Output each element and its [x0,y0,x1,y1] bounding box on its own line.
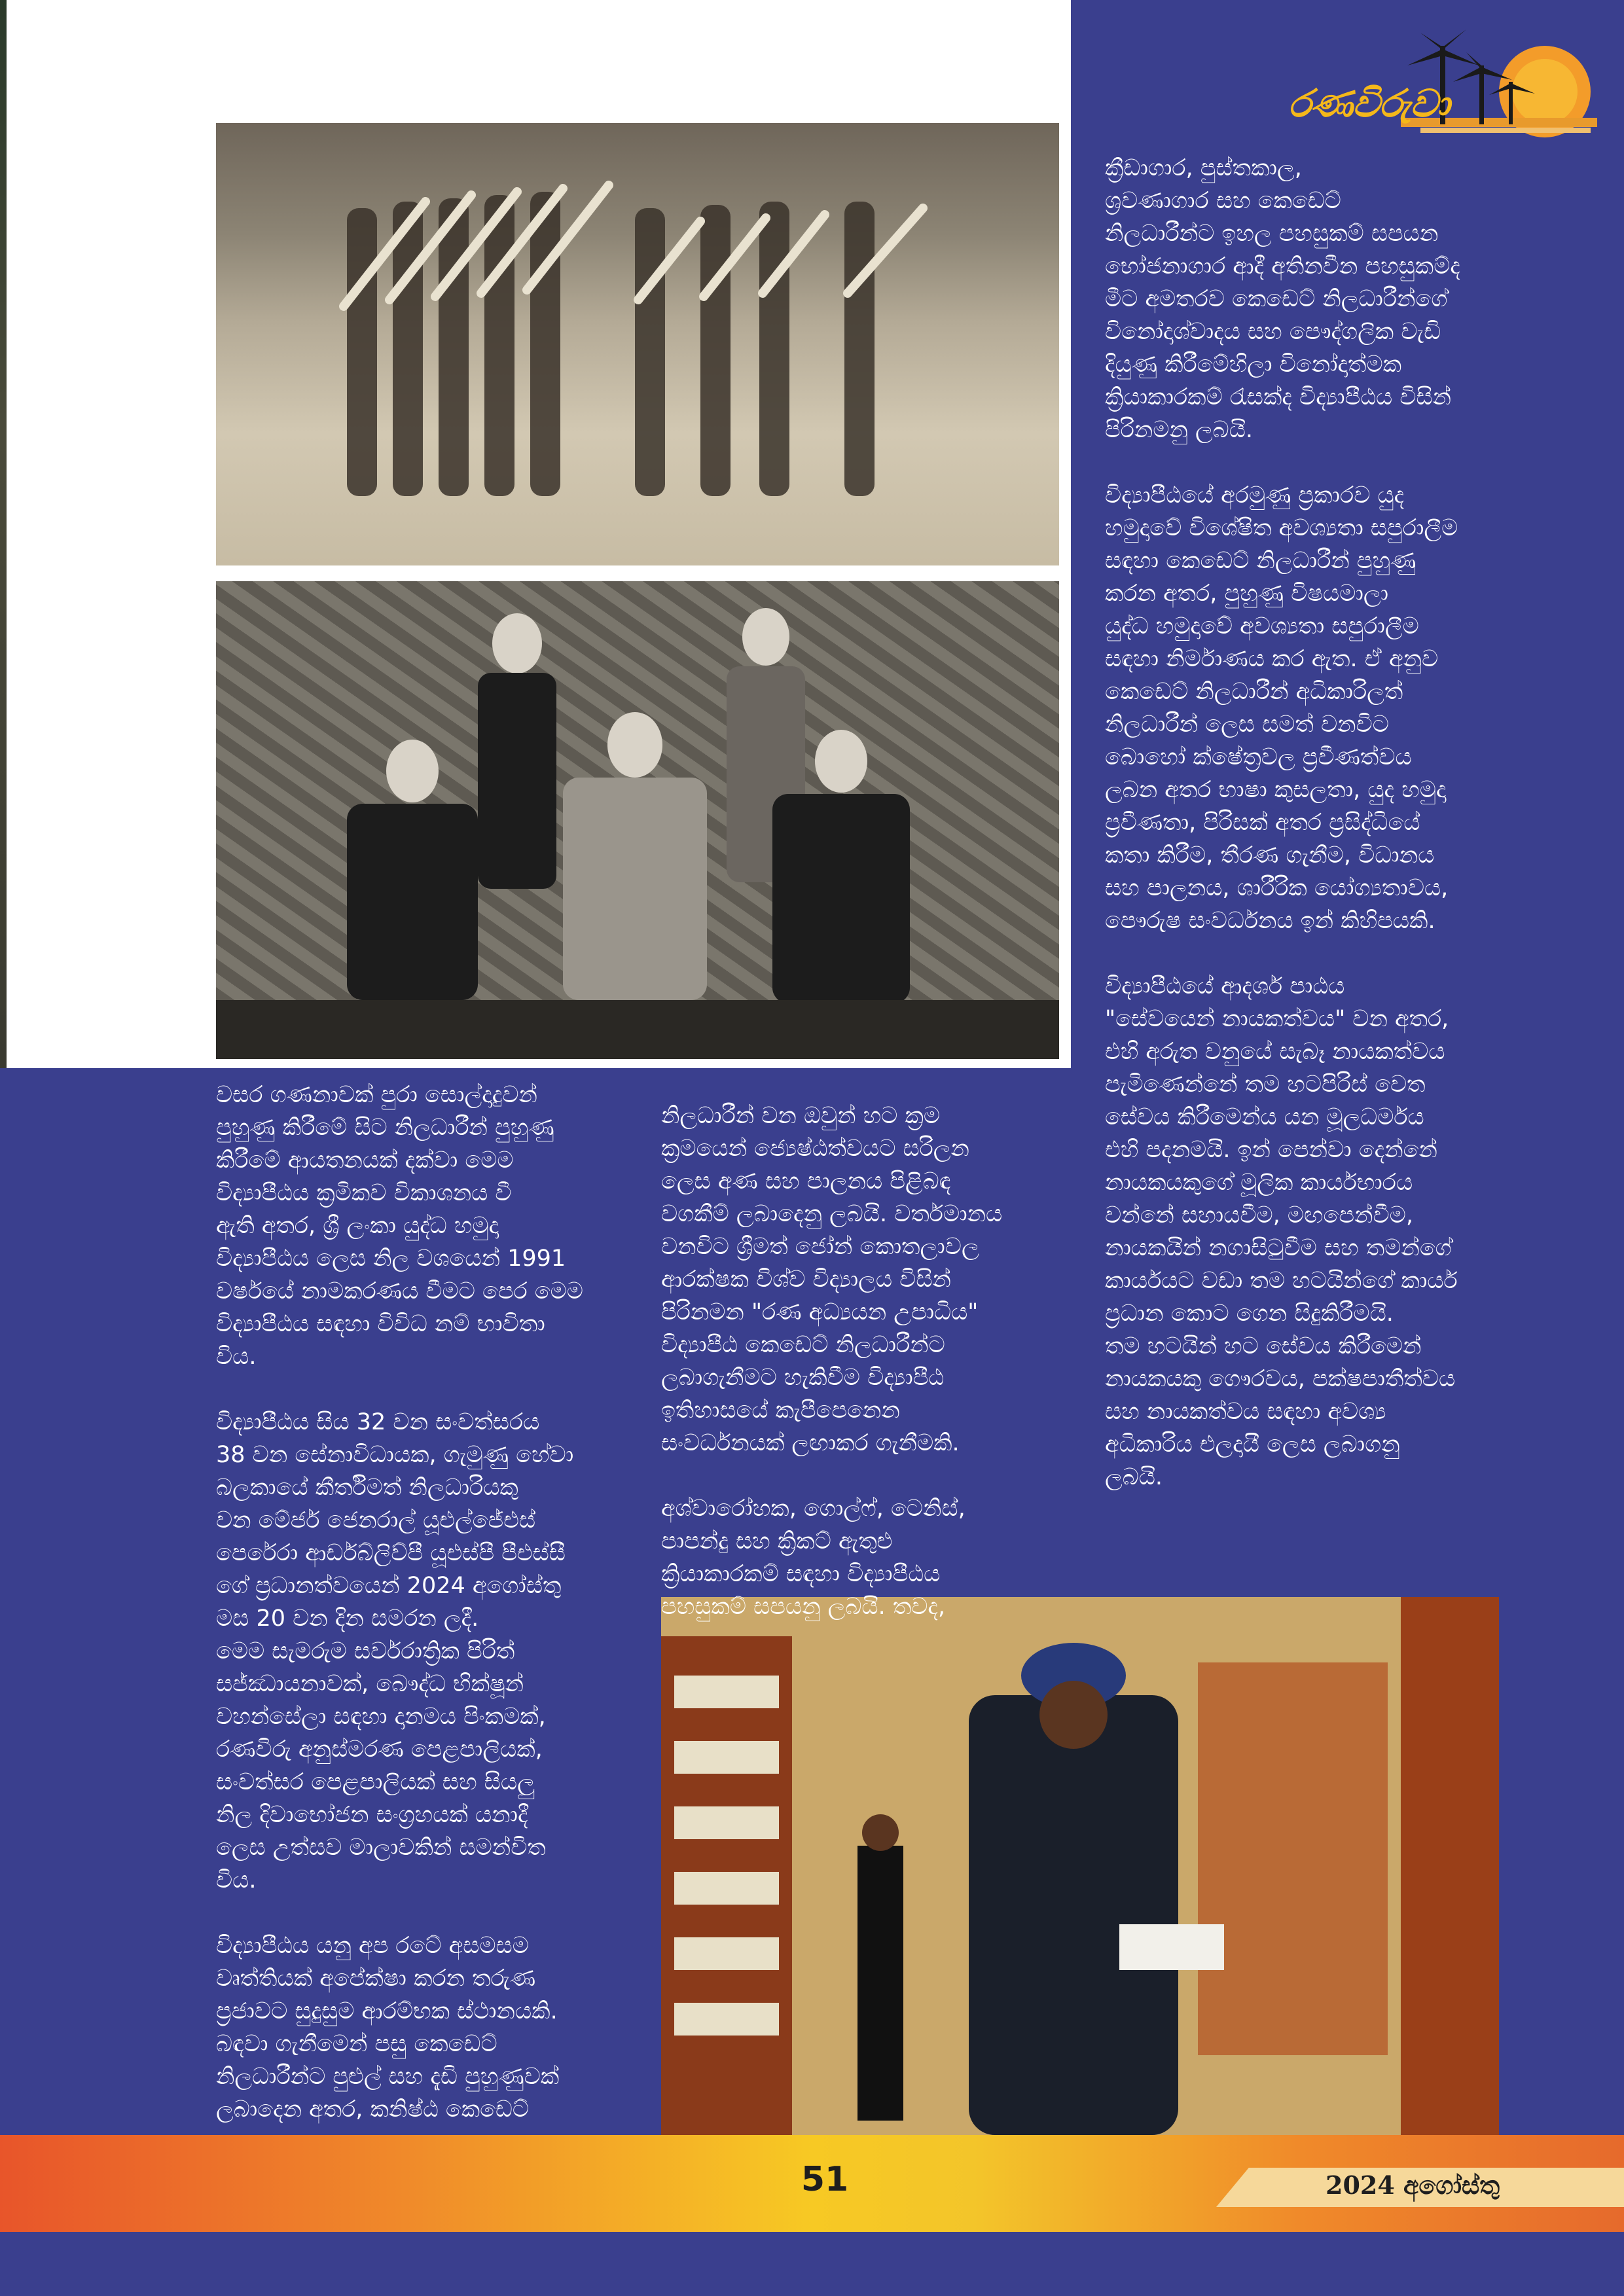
left-paragraph-3: විද්‍යාපීඨය යනු අප රටේ අසමසම වෘත්තියක් අපේක්ෂා කරන තරුණ ප්‍රජාවට සුදුසුම ආරම්භක ස්ථානයකි. බඳවා ගැනීමෙන් පසු කෙඩෙට් නිලධාරීන්ට පුළුල් සහ දැඩි පුහුණුවක් ලබාදෙන අතර, කනිෂ්ඨ කෙඩෙට් [216,1933,560,2123]
right-paragraph-2: විද්‍යාපීඨයේ අරමුණු ප්‍රකාරව යුද හමුදාවේ විශේෂිත අවශ්‍යතා සපුරාලීම සඳහා කෙඩෙට් නිලධාරීන් පුහුණු කරන අතර, පුහුණු විෂයමාලා යුද්ධ හමුදාවේ අවශ්‍යතා සපුරාලීම සඳහා නිර්මාණය කර ඇත. ඒ අනුව කෙඩෙට් නිලධාරීන් අධිකාරිලත් නිලධාරීන් ලෙස සමත් වනවිට බොහෝ ක්ෂේත්‍රවල ප්‍රවීණත්වය ලබන අතර භාෂා කුසලතා, යුද හමුදා ප්‍රවීණතා, පිරිසක් අතර ප්‍රසිද්ධියේ කතා කිරීම, තීරණ ගැනීම, විධානය සහ පාලනය, ශාරීරික යෝග්‍යතාවය, පෞරුෂ සංවර්ධනය ඉන් කිහිපයකි. [1105,482,1458,934]
middle-paragraph-1: නිලධාරීන් වන ඔවුන් හට ක්‍රම ක්‍රමයෙන් ජ්‍යෙෂ්ඨත්වයට සරිලන ලෙස අණ සහ පාලනය පිළිබඳ වගකීම් ලබාදෙනු ලබයි. වර්තමානය වනවිට ශ්‍රීමත් ජෝන් කොතලාවල ආරක්ෂක විශ්ව විද්‍යාලය විසින් පිරිනමන "රණ අධ්‍යයන උපාධිය" විද්‍යාපීඨ කෙඩෙට් නිලධාරීන්ට ලබාගැනීමට හැකිවීම විද්‍යාපීඨ ඉතිහාසයේ කැපීපෙනෙන සංවර්ධනයක් ලඟාකර ගැනීමකි. [661,1103,1003,1456]
middle-column-text [661,1100,1067,1656]
middle-paragraph-2: අශ්වාරෝහක, ගොල්ෆ්, ටෙනිස්, පාපන්දු සහ ක්‍රිකට් ඇතුළු ක්‍රියාකාරකම් සඳහා විද්‍යාපීඨය පහසුකම් සපයනු ලබයි. තවද, [661,1496,965,1620]
historic-soldiers-photo [216,123,1059,565]
page-number: 51 [801,2160,849,2199]
left-paragraph-1: වසර ගණනාවක් පුරා සොල්දාදුවන් පුහුණු කිරීමේ සිට නිලධාරීන් පුහුණු කිරීමේ ආයතනයක් දක්වා මෙම විද්‍යාපීඨය ක්‍රමිකව විකාශනය වී ඇති අතර, ශ්‍රී ලංකා යුද්ධ හමුදා විද්‍යාපීඨය ලෙස නිල වශයෙන් 1991 වර්ෂයේ නාමකරණය වීමට පෙර මෙම විද්‍යාපීඨය සඳහා විවිධ නම් භාවිතා විය. [216,1082,583,1370]
historic-group-portrait-photo [216,581,1059,1059]
left-column-text [216,1079,635,2159]
page-edge-strip [0,0,7,1068]
footer-blue-band [0,2232,1624,2296]
right-paragraph-3: විද්‍යාපීඨයේ ආදර්ශ පාඨය "සේවයෙන් නායකත්වය" වන අතර, එහි අරුත වනුයේ සැබෑ නායකත්වය පැමිණෙන්නේ තම හටපිරිස් වෙත සේවය කිරීමෙන්ය යන මූලධර්මය එහි පදනමයි. ඉන් පෙන්වා දෙන්නේ නායකයකුගේ මූලික කාර්යභාරය වන්නේ සහායවීම, මඟපෙන්වීම, නායකයින් නගාසිටුවීම සහ තමන්ගේ කාර්යයට වඩා තම හටයින්ගේ කාර්ය ප්‍රධාන කොට ගෙන සිදුකිරීමයි. තම හටයින් හට සේවය කිරීමෙන් නායකයකු ගෞරවය, පක්ෂපාතීත්වය සහ නායකත්වය සඳහා අවශ්‍ය අධිකාරිය එලදායී ලෙස ලබාගනු ලබයි. [1105,973,1458,1490]
right-paragraph-1: ක්‍රීඩාගාර, පුස්තකාල, ශ්‍රවණාගාර සහ කෙඩෙට් නිලධාරීන්ට ඉහල පහසුකම් සපයන භෝජනාගාර ආදී අතිනවීන පහසුකම්ද මීට අමතරව කෙඩෙට් නිලධාරීන්ගේ විනෝදාශ්වාදය සහ පෞද්ගලික වැඩි දියුණු කිරීමේහිලා විනෝදාත්මක ක්‍රියාකාරකම් රැසක්ද විද්‍යාපීඨය විසින් පිරිනමනු ලබයි. [1105,155,1460,443]
library-cadet-photo [661,1597,1499,2135]
left-paragraph-2: විද්‍යාපීඨය සිය 32 වන සංවත්සරය 38 වන සේනාවිධායක, ගැමුණු හේවා බලකායේ කීර්තිමත් නිලධාරියකු වන මේජර් ජෙනරාල් යූඑල්ජේඑස් පෙරේරා ආර්ඩබ්ලිව්පී යූඑස්පී පීඑස්සී ගේ ප්‍රධානත්වයෙන් 2024 අගෝස්තු මස 20 වන දින සමරන ලදී. මෙම සැමරුම සර්වරාත්‍රික පිරිත් සජ්ඣායනාවක්, බෞද්ධ භික්ෂූන් වහන්සේලා සඳහා දානමය පිංකමක්, රණවිරු අනුස්මරණ පෙළපාලියක්, සංවත්සර පෙළපාලියක් සහ සියලු නිල දිවාභෝජන සංග්‍රහයක් යනාදී ලෙස උත්සව මාලාවකින් සමන්විත විය. [216,1409,574,1893]
magazine-logo: රණවිරුවා [1288,81,1450,126]
right-column-text [1105,152,1602,1526]
issue-date: 2024 අගෝස්තු [1326,2170,1500,2200]
